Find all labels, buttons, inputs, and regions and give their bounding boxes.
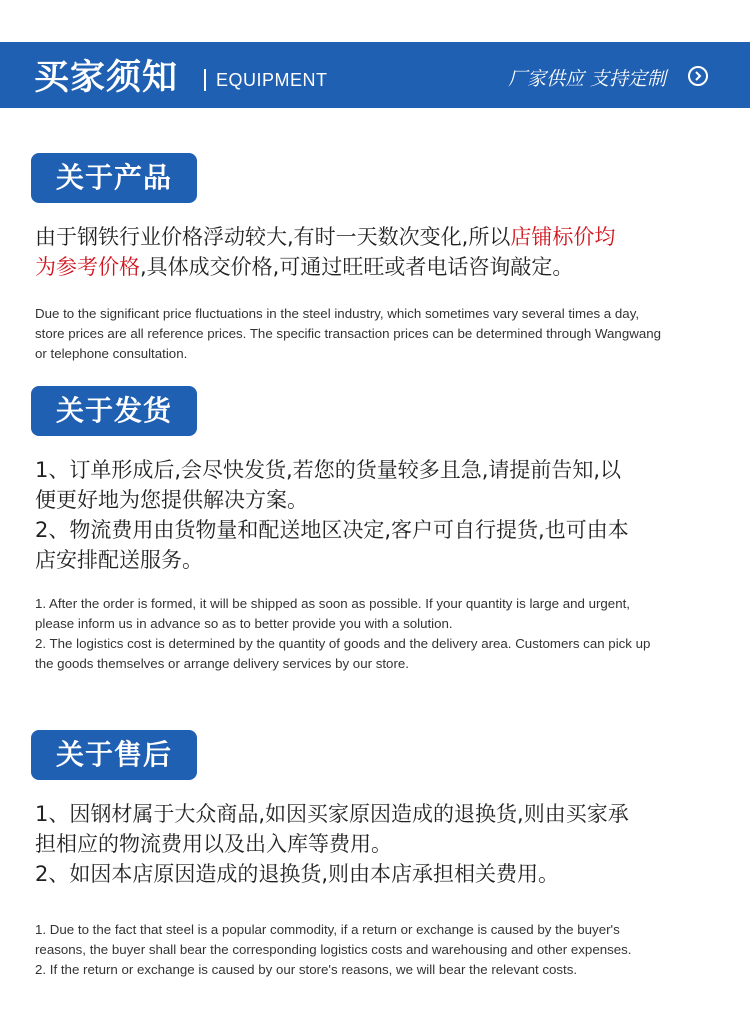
section-shipping-zh xyxy=(35,455,725,575)
section-aftersales-en xyxy=(35,920,720,980)
header-title: 买家须知 xyxy=(34,57,179,98)
product-en-line: Due to the significant price fluctuations in the steel industry, which sometimes vary several times a day, xyxy=(35,306,640,321)
product-en-line: store prices are all reference prices. The specific transaction prices can be determined through Wangwang xyxy=(35,326,662,341)
shipping-en-line: please inform us in advance so as to better provide you with a solution. xyxy=(35,616,453,631)
section-shipping-en xyxy=(35,594,720,674)
section-product-zh xyxy=(35,222,725,282)
aftersales-zh-line: 2、如因本店原因造成的退换货,则由本店承担相关费用。 xyxy=(35,862,560,886)
aftersales-zh-line: 担相应的物流费用以及出入库等费用。 xyxy=(35,832,392,856)
header-divider xyxy=(204,69,206,91)
product-zh-highlight-1: 店铺标价均 xyxy=(510,225,616,249)
shipping-en-line: 2. The logistics cost is determined by the quantity of goods and the delivery area. Customers can pick up xyxy=(35,636,651,651)
shipping-zh-line: 便更好地为您提供解决方案。 xyxy=(35,488,308,512)
section-product-en xyxy=(35,304,720,364)
shipping-zh-line: 店安排配送服务。 xyxy=(35,548,203,572)
header-banner xyxy=(0,42,750,108)
section-badge-shipping: 关于发货 xyxy=(31,386,197,436)
product-zh-highlight-2: 为参考价格 xyxy=(35,255,140,279)
product-zh-line1: 由于钢铁行业价格浮动较大,有时一天数次变化,所以 xyxy=(35,225,511,249)
header-subtitle: EQUIPMENT xyxy=(216,70,328,90)
shipping-zh-line: 2、物流费用由货物量和配送地区决定,客户可自行提货,也可由本 xyxy=(35,518,629,542)
aftersales-en-line: 1. Due to the fact that steel is a popular commodity, if a return or exchange is caused by the buyer's xyxy=(35,922,620,937)
aftersales-en-line: 2. If the return or exchange is caused by our store's reasons, we will bear the relevant costs. xyxy=(35,962,578,977)
section-badge-product: 关于产品 xyxy=(31,153,197,203)
section-badge-aftersales: 关于售后 xyxy=(31,730,197,780)
header-slogan: 厂家供应 支持定制 xyxy=(508,68,667,90)
shipping-en-line: the goods themselves or arrange delivery services by our store. xyxy=(35,656,409,671)
shipping-zh-line: 1、订单形成后,会尽快发货,若您的货量较多且急,请提前告知,以 xyxy=(35,458,622,482)
aftersales-en-line: reasons, the buyer shall bear the corresponding logistics costs and warehousing and other expenses. xyxy=(35,942,632,957)
product-en-line: or telephone consultation. xyxy=(35,346,188,361)
aftersales-zh-line: 1、因钢材属于大众商品,如因买家原因造成的退换货,则由买家承 xyxy=(35,802,629,826)
section-aftersales-zh xyxy=(35,799,725,889)
chevron-right-icon xyxy=(688,66,708,86)
shipping-en-line: 1. After the order is formed, it will be shipped as soon as possible. If your quantity is large and urgent, xyxy=(35,596,630,611)
product-zh-line2: ,具体成交价格,可通过旺旺或者电话咨询敲定。 xyxy=(140,255,574,279)
